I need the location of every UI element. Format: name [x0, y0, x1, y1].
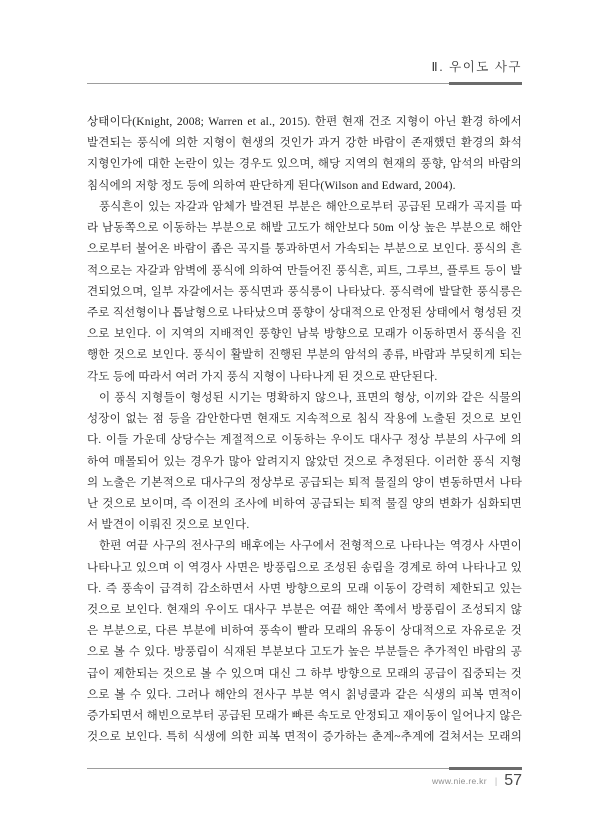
text-line: 풍식흔이 있는 자갈과 암체가 발견된 부분은 해안으로부터 공급된 모래가 곡지를 따: [99, 200, 522, 213]
page-number: 57: [504, 772, 522, 789]
text-line: 발견되는 풍식에 의한 지형이 현생의 것인가 과거 강한 바람이 존재했던 환경의 화석: [87, 137, 522, 150]
text-line: 적으로는 자갈과 암벽에 풍식에 의하여 만들어진 풍식흔, 피트, 그루브, 플루트 등이 발: [87, 264, 522, 277]
text-line: 견되었으며, 일부 자갈에서는 풍식면과 풍식릉이 나타났다. 풍식력에 발달한 풍식릉은: [87, 285, 522, 298]
text-line: 성장이 없는 점 등을 감안한다면 현재도 지속적으로 침식 작용에 노출된 것으로 보인: [87, 413, 522, 426]
text-line: 으로 보인다. 이 지역의 지배적인 풍향인 남북 방향으로 모래가 이동하면서 풍식을 진: [87, 328, 522, 341]
footer-rule: [87, 767, 522, 770]
text-line: 다. 이들 가운데 상당수는 계절적으로 이동하는 우이도 대사구 정상 부분의 사구에 의: [87, 434, 522, 447]
text-line: 다. 즉 풍속이 급격히 감소하면서 사면 방향으로의 모래 이동이 강력히 제한되고 있는: [87, 582, 522, 595]
text-line: 하여 매몰되어 있는 경우가 많아 알려지지 않았던 것으로 추정된다. 이러한 풍식 지형: [87, 455, 522, 468]
text-line: 으로부터 불어온 바람이 좁은 곡지를 통과하면서 가속되는 부분으로 보인다. 풍식의 흔: [87, 243, 522, 256]
text-line: 으로 볼 수 있다. 그러나 해안의 전사구 부분 역시 칡넝쿨과 같은 식생의 피복 면적이: [87, 688, 522, 701]
text-line: 급이 제한되는 것으로 볼 수 있으며 대신 그 하부 방향으로 모래의 공급이 집중되는 것: [87, 667, 522, 680]
text-line: 이 풍식 지형들이 형성된 시기는 명확하지 않으나, 표면의 형상, 이끼와 같은 식물의: [99, 391, 522, 404]
text-line: 침식에의 저항 정도 등에 의하여 판단하게 된다(Wilson and Edward, 2004).: [87, 179, 456, 192]
text-line: 나타나고 있으며 이 역경사 사면은 방풍림으로 조성된 송림을 경계로 하여 나타나고 있: [87, 561, 522, 574]
text-line: 한편 여끝 사구의 전사구의 배후에는 사구에서 전형적으로 나타나는 역경사 사면이: [99, 540, 522, 553]
text-line: 각도 등에 따라서 여러 가지 풍식 지형이 나타나게 된 것으로 판단된다.: [87, 370, 438, 383]
text-line: 행한 것으로 보인다. 풍식이 활발히 진행된 부분의 암석의 종류, 바람과 부딪히게 되는: [87, 349, 522, 362]
text-line: 증가되면서 해빈으로부터 공급된 모래가 빠른 속도로 안정되고 재이동이 일어나지 않은: [87, 710, 522, 723]
text-line: 서 발견이 이뤄진 것으로 보인다.: [87, 519, 250, 532]
text-line: 상태이다(Knight, 2008; Warren et al., 2015). 한편 현재 건조 지형이 아닌 환경 하에서: [87, 116, 522, 128]
footer-rule-thick-segment: [449, 767, 522, 770]
header-rule: [87, 82, 522, 85]
text-line: 것으로 보인다. 현재의 우이도 대사구 부분은 여끝 해안 쪽에서 방풍림이 조성되지 않: [87, 604, 522, 617]
text-line: 주로 직선형이나 톱날형으로 나타났으며 풍향이 상대적으로 안정된 상태에서 형성된 것: [87, 306, 522, 319]
footer-website: www.nie.re.kr: [431, 776, 487, 786]
text-line: 의 노출은 기본적으로 대사구의 정상부로 공급되는 퇴적 물질의 양이 변동하면서 나타: [87, 476, 522, 489]
text-line: 은 부분으로, 다른 부분에 비하여 풍속이 빨라 모래의 유동이 상대적으로 자유로운 것: [87, 625, 522, 638]
body-text-block: [87, 112, 522, 749]
text-line: 라 남동쪽으로 이동하는 부분으로 해발 고도가 해안보다 50m 이상 높은 부분으로 해안: [87, 222, 522, 235]
text-line: 것으로 보인다. 특히 식생에 의한 피복 면적이 증가하는 춘계~추계에 걸쳐서는 모래의: [87, 731, 522, 744]
page-footer: [432, 772, 522, 790]
footer-separator: |: [494, 776, 498, 786]
text-line: 난 것으로 보이며, 즉 이전의 조사에 비하여 공급되는 퇴적 물질 양의 변화가 심화되면: [87, 497, 522, 510]
header-rule-thick-segment: [449, 82, 522, 85]
text-line: 지형인가에 대한 논란이 있는 경우도 있으며, 해당 지역의 현재의 풍향, 암석의 바람의: [87, 158, 522, 171]
text-line: 으로 볼 수 있다. 방풍림이 식재된 부분보다 고도가 높은 부분들은 추가적인 바람의 공: [87, 646, 522, 659]
section-heading: Ⅱ. 우이도 사구: [431, 60, 522, 74]
